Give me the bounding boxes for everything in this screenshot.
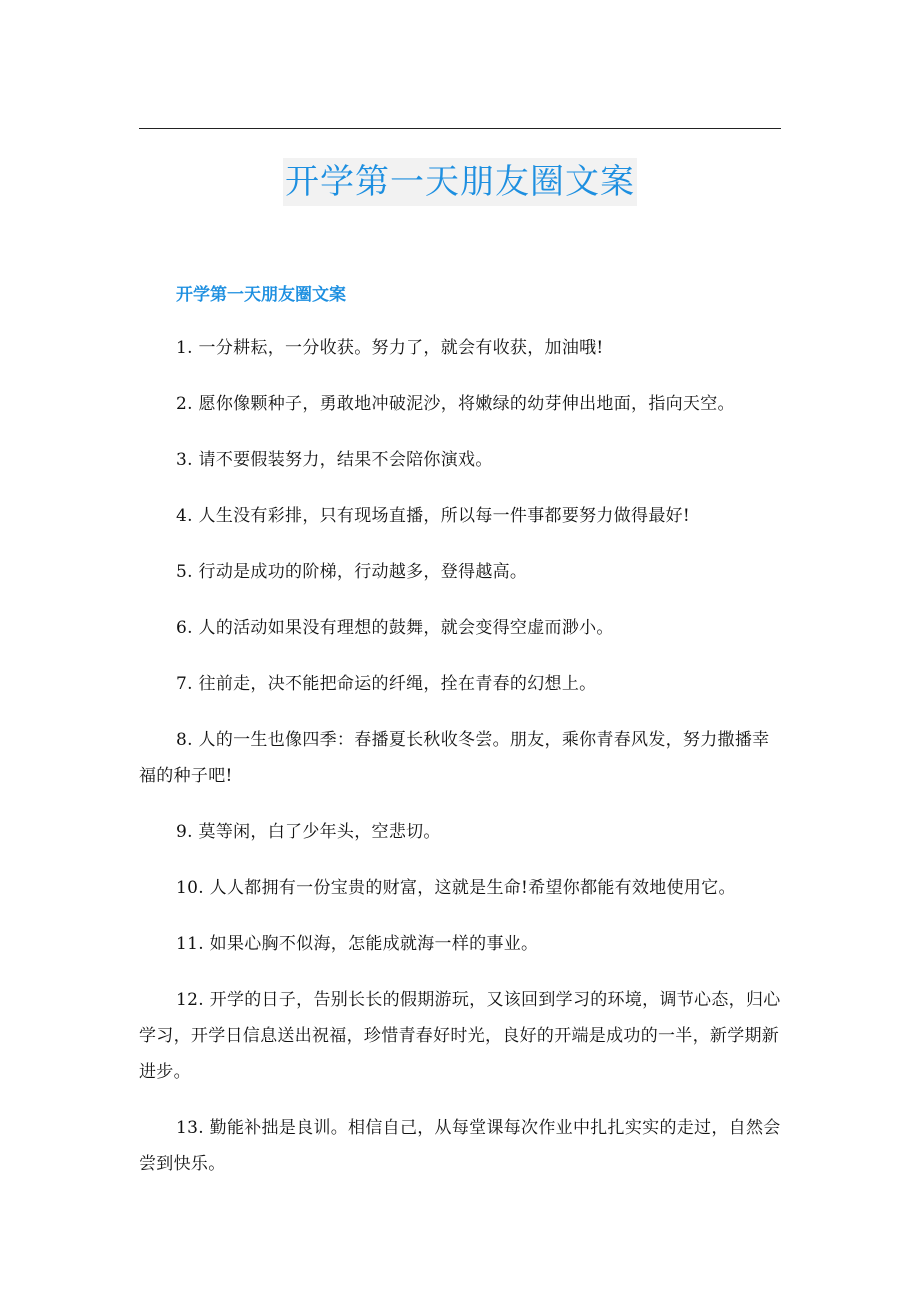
paragraph-6: 6. 人的活动如果没有理想的鼓舞，就会变得空虚而渺小。: [176, 618, 614, 638]
paragraph-8: 8. 人的一生也像四季：春播夏长秋收冬尝。朋友，乘你青春风发，努力撒播幸福的种子吧!: [139, 730, 770, 786]
document-title: 开学第一天朋友圈文案: [283, 158, 637, 206]
paragraph-1: 1. 一分耕耘，一分收获。努力了，就会有收获，加油哦!: [176, 338, 604, 358]
paragraph-10: 10. 人人都拥有一份宝贵的财富，这就是生命!希望你都能有效地使用它。: [176, 878, 736, 898]
paragraph-3: 3. 请不要假装努力，结果不会陪你演戏。: [176, 450, 493, 470]
header-rule: [139, 128, 781, 129]
body-text: [139, 330, 784, 1202]
paragraph-9: 9. 莫等闲，白了少年头，空悲切。: [176, 822, 441, 842]
section-subtitle: 开学第一天朋友圈文案: [176, 285, 346, 305]
paragraph-13: 13. 勤能补拙是良训。相信自己，从每堂课每次作业中扎扎实实的走过，自然会尝到快乐。: [139, 1118, 781, 1174]
paragraph-4: 4. 人生没有彩排，只有现场直播，所以每一件事都要努力做得最好!: [176, 506, 691, 526]
paragraph-11: 11. 如果心胸不似海，怎能成就海一样的事业。: [176, 934, 539, 954]
paragraph-12: 12. 开学的日子，告别长长的假期游玩，又该回到学习的环境，调节心态，归心学习，开学日信息送出祝福，珍惜青春好时光，良好的开端是成功的一半，新学期新进步。: [139, 990, 781, 1082]
paragraph-5: 5. 行动是成功的阶梯，行动越多，登得越高。: [176, 562, 528, 582]
paragraph-7: 7. 往前走，决不能把命运的纤绳，拴在青春的幻想上。: [176, 674, 597, 694]
paragraph-2: 2. 愿你像颗种子，勇敢地冲破泥沙，将嫩绿的幼芽伸出地面，指向天空。: [176, 394, 735, 414]
title-container: [0, 158, 920, 206]
